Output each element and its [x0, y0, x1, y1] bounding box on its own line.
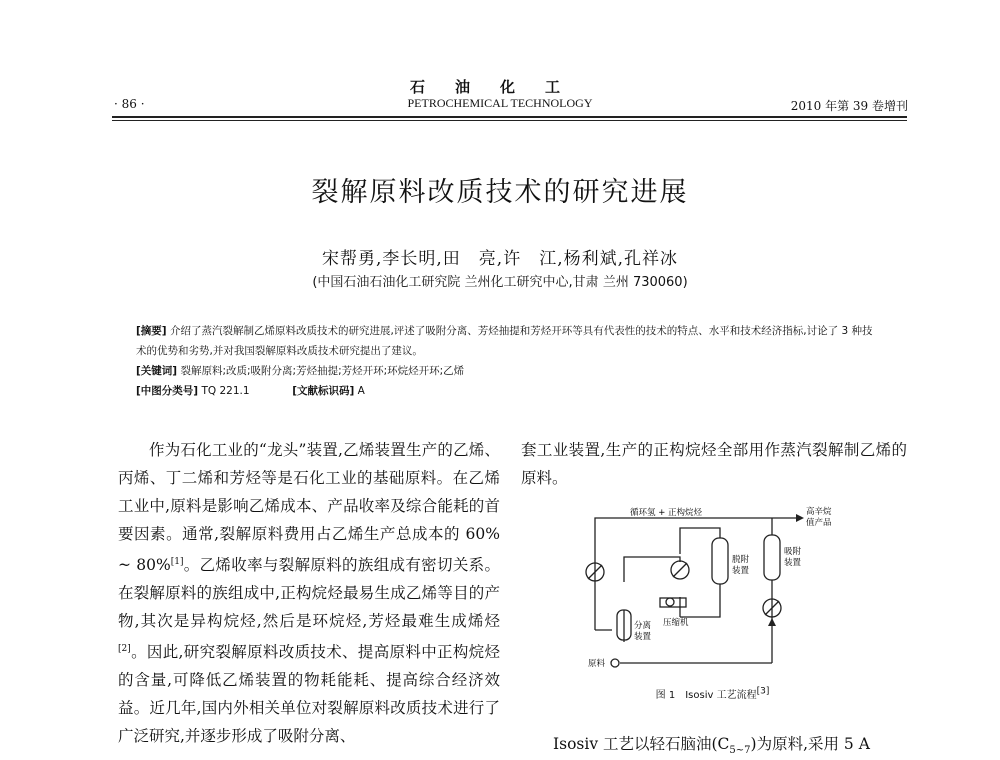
citation-1: [1]: [170, 557, 184, 567]
journal-name-cn: 石油化工: [409, 78, 590, 96]
body-column-left: [118, 436, 500, 750]
abstract-block: [136, 321, 876, 401]
isosiv-text-b: )为原料,采用 5 A: [750, 735, 870, 753]
citation-2: [2]: [118, 644, 131, 655]
doc-code-label: [文献标识码]: [292, 385, 355, 397]
keywords-label: [关键词]: [136, 365, 178, 377]
article-title: 裂解原料改质技术的研究进展: [311, 177, 689, 208]
isosiv-text-a: Isosiv 工艺以轻石脑油(C: [553, 735, 730, 753]
doc-code: A: [357, 385, 365, 397]
desorber-column: [712, 538, 728, 584]
body-paragraph-1a: 作为石化工业的“龙头”装置,乙烯装置生产的乙烯、丙烯、丁二烯和芳烃等是石化工业的基础原料。在乙烯工业中,原料是影响乙烯成本、产品收率及综合能耗的首要因素。通常,裂解原料费用占乙烯生产总成本的 60% ~ 80%: [118, 441, 500, 575]
header-rule-thick: [112, 116, 907, 118]
label-product-2: 值产品: [806, 518, 832, 528]
label-product-1: 高辛烷: [806, 507, 832, 517]
body-column-right: 套工业装置,生产的正构烷烃全部用作蒸汽裂解制乙烯的原料。: [521, 441, 907, 487]
label-separator-1: 分离: [634, 621, 652, 631]
heater-mid-icon: [673, 563, 687, 577]
classification: [136, 381, 876, 401]
body-paragraph-1c: 。因此,研究裂解原料改质技术、提高原料中正构烷烃的含量,可降低乙烯装置的物耗能耗、提高综合经济效益。近几年,国内外相关单位对裂解原料改质技术进行了广泛研究,并逐步形成了吸附分离、: [118, 643, 500, 746]
header-rule-thin: [112, 120, 907, 121]
feed-pump-icon: [611, 659, 619, 667]
journal-name-en: PETROCHEMICAL TECHNOLOGY: [407, 96, 593, 110]
label-desorber-1: 脱附: [732, 555, 750, 565]
keywords-text: 裂解原料;改质;吸附分离;芳烃抽提;芳烃开环;环烷烃开环;乙烯: [180, 365, 465, 377]
author-list: 宋帮勇,李长明,田 亮,许 江,杨利斌,孔祥冰: [321, 249, 679, 269]
figure-caption-text: 图 1 Isosiv 工艺流程: [655, 690, 757, 701]
arrow-right-icon: [768, 618, 776, 626]
label-compressor: 压缩机: [663, 618, 689, 628]
label-separator-2: 装置: [634, 632, 652, 642]
page-number: · 86 ·: [114, 97, 145, 111]
label-adsorber-1: 吸附: [784, 547, 802, 557]
body-paragraph-1b: 。乙烯收率与裂解原料的族组成有密切关系。在裂解原料的族组成中,正构烷烃最易生成乙烯等目的产物,其次是异构烷烃,然后是环烷烃,芳烃最难生成烯烃: [118, 556, 500, 631]
arrowheads: [768, 514, 804, 626]
clc-code: TQ 221.1: [201, 385, 250, 397]
abstract-label: [摘要]: [136, 325, 167, 337]
figure-caption: [520, 686, 905, 701]
body-column-right-continued: [553, 732, 870, 756]
isosiv-subscript: 5~7: [729, 745, 751, 757]
issue-info: 2010 年第 39 卷增刊: [790, 99, 908, 113]
clc-label: [中图分类号]: [136, 385, 199, 397]
keywords: [136, 361, 876, 381]
compressor-icon: [666, 598, 674, 606]
abstract: [136, 321, 876, 361]
process-flow-figure: [520, 500, 905, 685]
label-recycle: 循环氢 + 正构烷烃: [630, 508, 703, 518]
label-adsorber-2: 装置: [784, 558, 802, 568]
label-feed: 原料: [588, 659, 606, 669]
affiliation: (中国石油石油化工研究院 兰州化工研究中心,甘肃 兰州 730060): [312, 275, 688, 290]
figure-caption-ref: [3]: [756, 686, 770, 697]
arrow-product-icon: [796, 514, 804, 522]
abstract-text: 介绍了蒸汽裂解制乙烯原料改质技术的研究进展,评述了吸附分离、芳烃抽提和芳烃开环等具有代表性的技术的特点、水平和技术经济指标,讨论了 3 种技术的优势和劣势,并对我国裂解原料改质技术研究提出了建议。: [136, 325, 873, 357]
adsorber-column: [764, 535, 780, 580]
label-desorber-2: 装置: [732, 566, 750, 576]
